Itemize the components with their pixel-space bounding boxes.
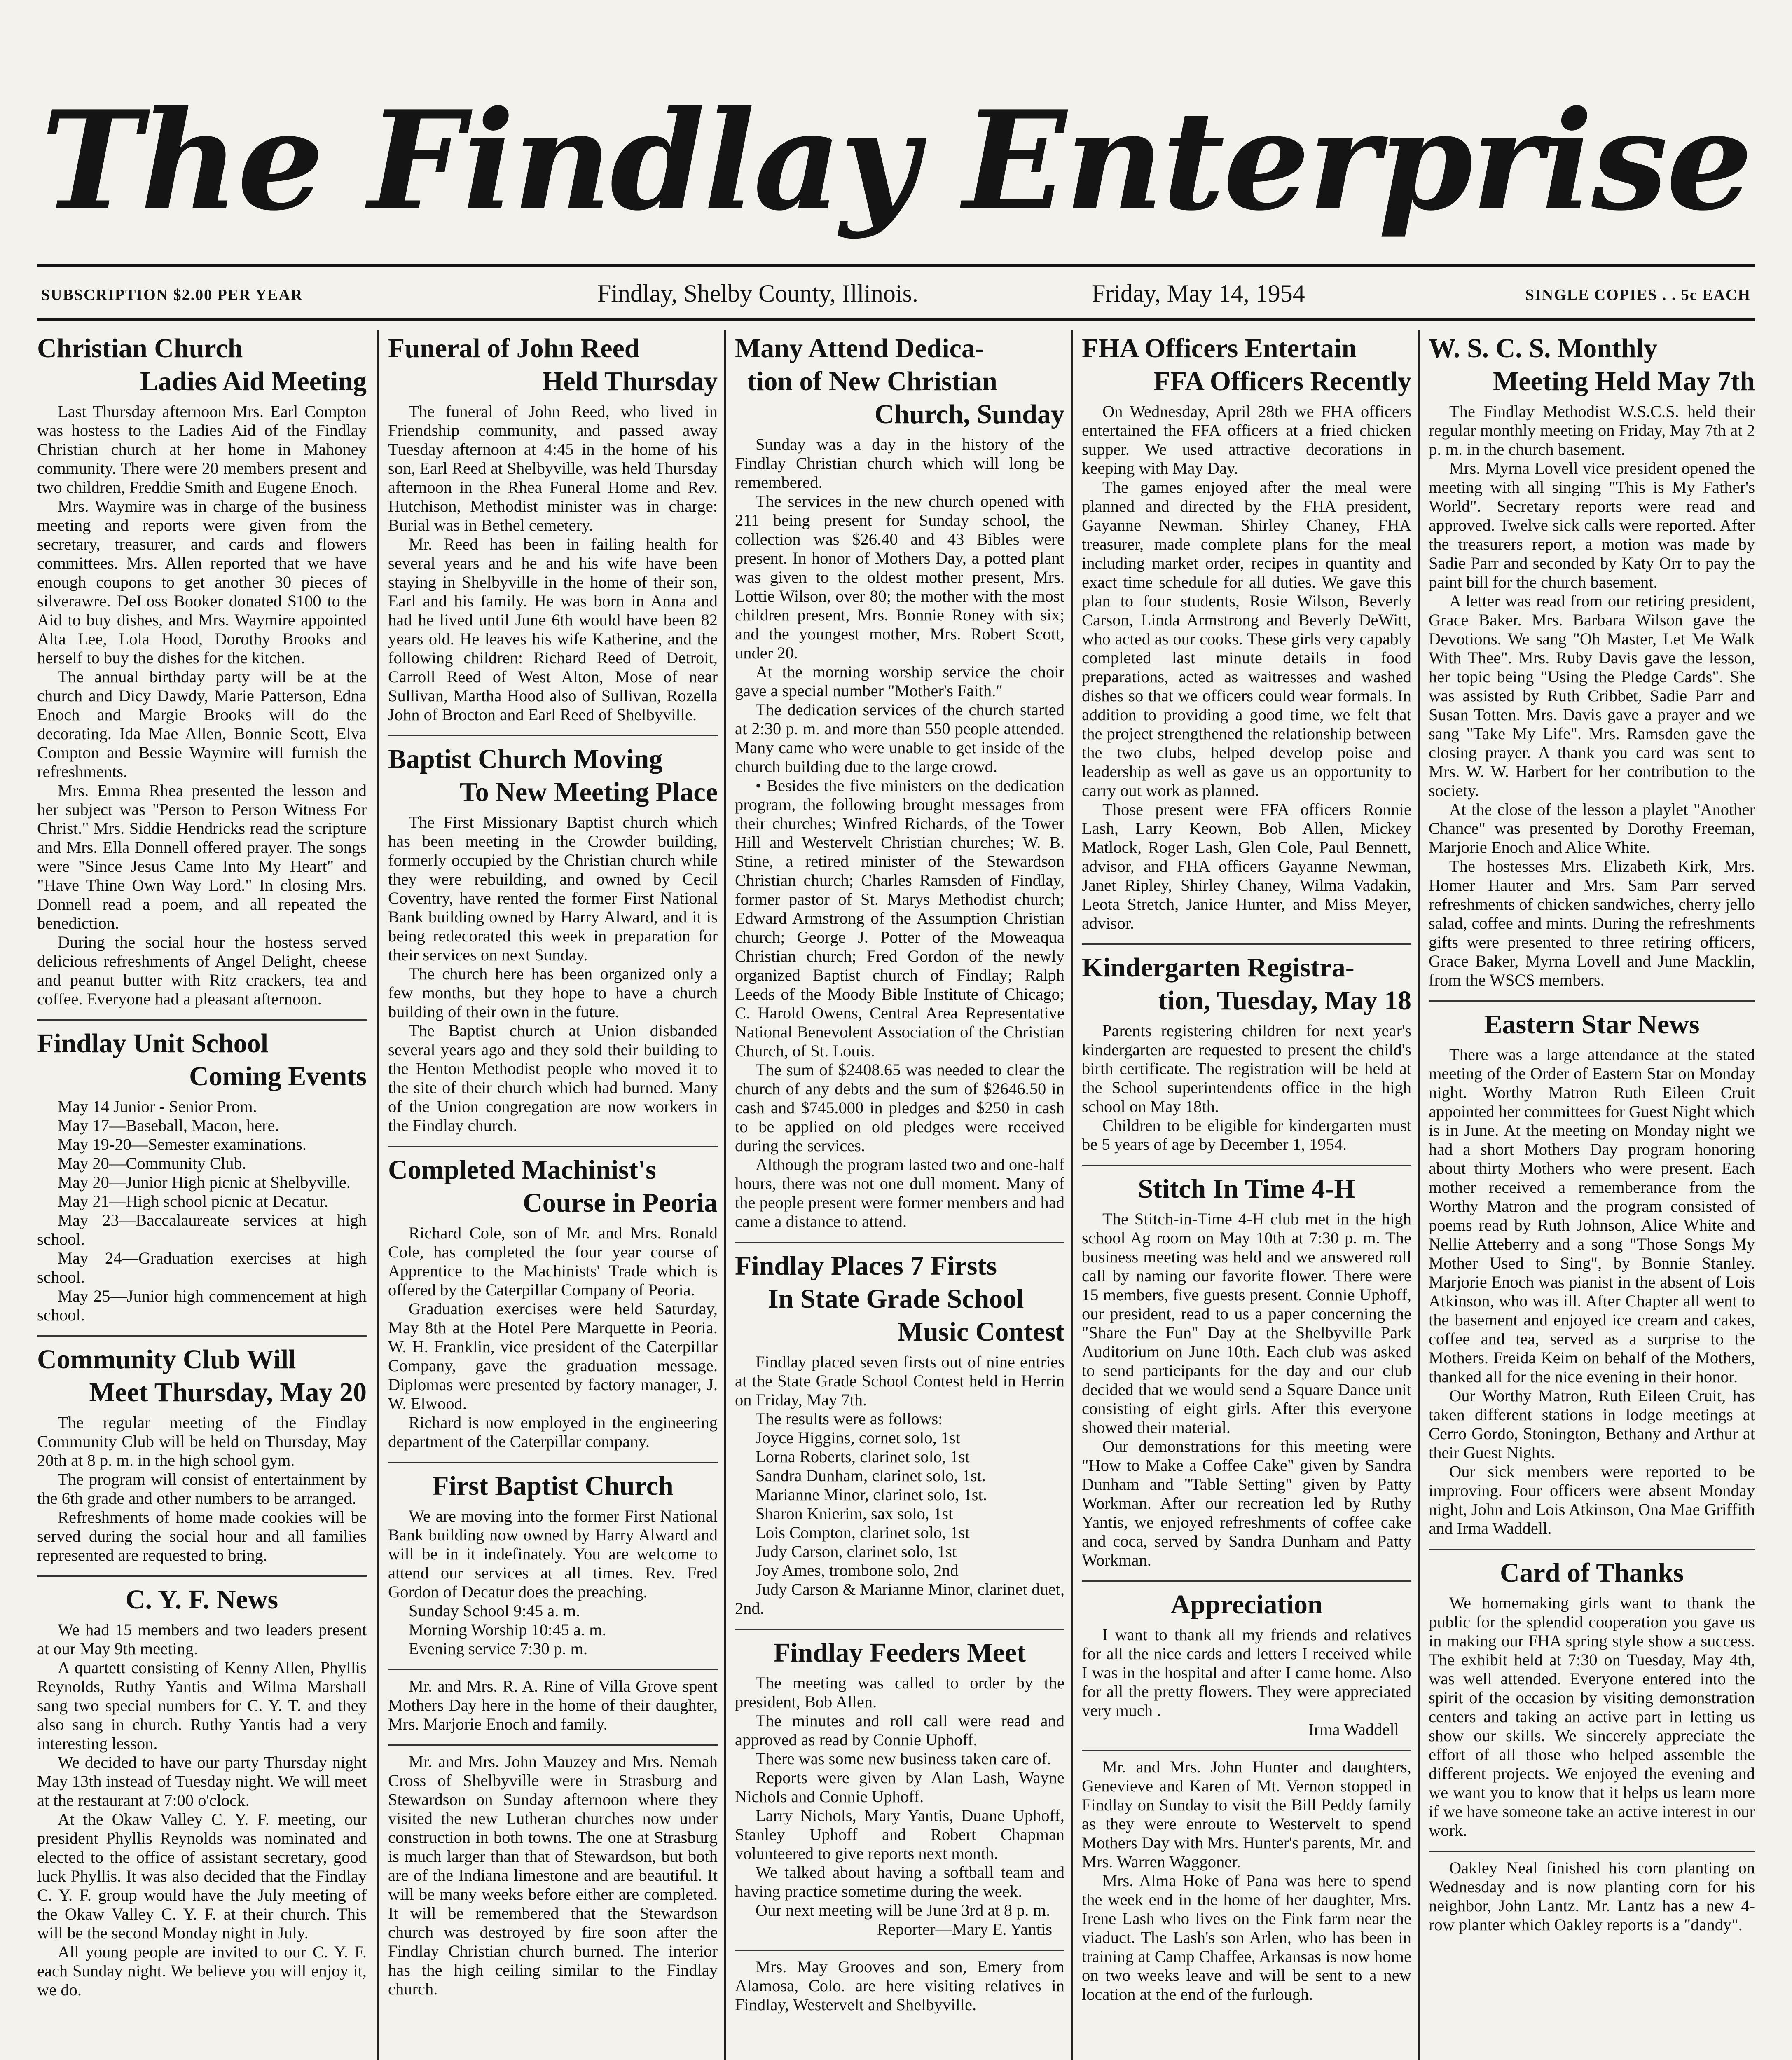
article-divider [1429, 1851, 1755, 1852]
event-item: May 25—Junior high commencement at high school. [37, 1287, 367, 1324]
event-item: May 24—Graduation exercises at high school. [37, 1249, 367, 1286]
paragraph: Larry Nichols, Mary Yantis, Duane Uphoff, Stanley Uphoff and Robert Chapman volunteered to give reports next month. [735, 1806, 1064, 1863]
paragraph: A quartett consisting of Kenny Allen, Phyllis Reynolds, Ruthy Yantis and Wilma Marshall sang two special numbers for C. Y. T. and they also sang in church. Ruthy Yantis had a very interesting lesson. [37, 1658, 367, 1753]
article-feeders-meet [735, 1636, 1064, 1939]
article-divider [1082, 1580, 1411, 1582]
column-4 [1082, 330, 1411, 2060]
schedule-item: Morning Worship 10:45 a. m. [409, 1620, 606, 1639]
columns [37, 330, 1755, 2060]
paragraph: Our next meeting will be June 3rd at 8 p. m. [756, 1901, 1050, 1920]
headline [1429, 332, 1755, 398]
location: Findlay, Shelby County, Illinois. [597, 280, 918, 307]
headline-line-1: FHA Officers Entertain [1082, 333, 1357, 363]
article-divider [388, 735, 718, 736]
result-item: Sharon Knierim, sax solo, 1st [756, 1504, 953, 1523]
paragraph: Mr. and Mrs. John Hunter and daughters, Genevieve and Karen of Mt. Vernon stopped in Findlay on Sunday to visit the Bill Peddy family as they were enroute to Westervelt to spend Mothers Day with Mrs. Hunter's parents, Mr. and Mrs. Warren Waggoner. [1082, 1758, 1411, 1871]
headline: Eastern Star News [1484, 1009, 1700, 1039]
single-copy-price: SINGLE COPIES . . 5c EACH [1525, 286, 1751, 304]
paragraph: The Stitch-in-Time 4-H club met in the high school Ag room on May 10th at 7:30 p. m. The business meeting was held and we answered roll call by naming our favorite flower. There were 15 members, five guests present. Connie Uphoff, our president, read to us a paper concerning the "Share the Fun" Day at the Shelbyville Park Auditorium on June 10th. Each club was asked to send participants for the day and our club decided that we would send a Square Dance unit consisting of eight girls. After this everyone showed their material. [1082, 1210, 1411, 1437]
article-divider [37, 1019, 367, 1021]
event-item: May 14 Junior - Senior Prom. [58, 1097, 257, 1116]
article-divider [1429, 1549, 1755, 1550]
headline-line-1: W. S. C. S. Monthly [1429, 333, 1658, 363]
paragraph: Graduation exercises were held Saturday, May 8th at the Hotel Pere Marquette in Peoria. W. H. Franklin, vice president of the Caterpillar Company, gave the graduation message. Diplomas were presented by factory manager, J. W. Elwood. [388, 1299, 718, 1413]
headline-line-2: Ladies Aid Meeting [140, 366, 367, 396]
paragraph: The services in the new church opened with 211 being present for Sunday school, the collection was $26.40 and 43 Bibles were present. In honor of Mothers Day, a potted plant was given to the oldest mother present, Mrs. Lottie Wilson, over 80; the mother with the most children present, Mrs. Bonnie Roney with six; and the youngest mother, Mrs. Robert Scott, under 20. [735, 492, 1064, 662]
paragraph: Richard Cole, son of Mr. and Mrs. Ronald Cole, has completed the four year course of Apprentice to the Machinists' Trade which is offered by the Caterpillar Company of Peoria. [388, 1224, 718, 1299]
article-eastern-star [1429, 1008, 1755, 1538]
headline-line-2: FFA Officers Recently [1153, 366, 1411, 396]
paragraph: Sunday was a day in the history of the Findlay Christian church which will long be remembered. [735, 435, 1064, 492]
article-divider [388, 1462, 718, 1463]
paragraph: The annual birthday party will be at the church and Dicy Dawdy, Marie Patterson, Edna Enoch and Margie Brooks will do the decorating. Ida Mae Allen, Bonnie Scott, Elva Compton and Bessie Waymire will furnish the refreshments. [37, 667, 367, 781]
paragraph: We decided to have our party Thursday night May 13th instead of Tuesday night. We will meet at the restaurant at 7:00 o'clock. [37, 1753, 367, 1810]
headline-line-2: tion of New Christian [747, 366, 997, 396]
paragraph: Mrs. May Grooves and son, Emery from Alamosa, Colo. are here visiting relatives in Findlay, Westervelt and Shelbyville. [735, 1957, 1064, 2014]
headline-line-2: tion, Tuesday, May 18 [1158, 986, 1411, 1016]
article-divider [388, 1744, 718, 1746]
paragraph: Our sick members were reported to be improving. Four officers were absent Monday night, John and Lois Atkinson, Ona Mae Griffith and Irma Waddell. [1429, 1462, 1755, 1538]
masthead-rule-top [37, 264, 1755, 267]
headline [735, 332, 1064, 431]
paragraph: Mrs. Alma Hoke of Pana was here to spend the week end in the home of her daughter, Mrs. Irene Lash who lives on the Fink farm near the viaduct. The Lash's son Arlen, who has been in training at Camp Chaffee, Arkansas is now home on two weeks leave and will be sent to a new location at the end of the furlough. [1082, 1871, 1411, 2004]
masthead-title: The Findlay Enterprise [41, 81, 1751, 241]
headline-line-2: Held Thursday [542, 366, 718, 396]
article-local-note-neal [1429, 1859, 1755, 1934]
article-first-baptist-church [388, 1470, 718, 1658]
article-stitch-in-time [1082, 1173, 1411, 1570]
paragraph: At the close of the lesson a playlet "Another Chance" was presented by Dorothy Freeman, Marjorie Enoch and Alice White. [1429, 800, 1755, 857]
article-music-contest [735, 1250, 1064, 1618]
paragraph: Reports were given by Alan Lash, Wayne Nichols and Connie Uphoff. [735, 1768, 1064, 1806]
paragraph: Mr. Reed has been in failing health for several years and he and his wife have been staying in Shelbyville in the home of their son, Earl and his family. He was born in Anna and had he lived until June 6th would have been 82 years old. He leaves his wife Katherine, and the following children: Richard Reed of Detroit, Carroll Reed of West Alton, Mose of near Sullivan, Martha Hood also of Sullivan, Rozella John of Brocton and Earl Reed of Shelbyville. [388, 535, 718, 724]
article-fha-ffa [1082, 332, 1411, 933]
article-divider [1082, 1165, 1411, 1166]
schedule-item: Evening service 7:30 p. m. [409, 1639, 588, 1658]
paragraph: Refreshments of home made cookies will be served during the social hour and all families represented are requested to bring. [37, 1508, 367, 1564]
headline: Stitch In Time 4-H [1138, 1174, 1355, 1204]
paragraph: Last Thursday afternoon Mrs. Earl Compton was hostess to the Ladies Aid of the Findlay Christian church at her home in Mahoney community. There were 20 members present and two children, Freddie Smith and Eugene Enoch. [37, 402, 367, 496]
result-item: Joyce Higgins, cornet solo, 1st [756, 1428, 961, 1447]
headline [388, 1154, 718, 1220]
article-card-of-thanks [1429, 1557, 1755, 1840]
event-item: May 20—Community Club. [58, 1154, 246, 1173]
headline [37, 332, 367, 398]
paragraph: During the social hour the hostess served delicious refreshments of Angel Delight, cheese and peanut butter with Ritz crackers, tea and coffee. Everyone had a pleasant afternoon. [37, 933, 367, 1008]
paragraph: Our Worthy Matron, Ruth Eileen Cruit, has taken different stations in lodge meetings at Cerro Gordo, Stonington, Bethany and Arthur at their Guest Nights. [1429, 1386, 1755, 1462]
headline: Findlay Feeders Meet [773, 1638, 1026, 1668]
article-kindergarten-registration [1082, 951, 1411, 1154]
article-divider [37, 1575, 367, 1577]
paragraph: Parents registering children for next year's kindergarten are requested to present the child's birth certificate. The registration will be held at the School superintendents office in the high school on May 18th. [1082, 1021, 1411, 1116]
column-1 [37, 330, 367, 2060]
result-item: Marianne Minor, clarinet solo, 1st. [756, 1485, 987, 1504]
paragraph: The minutes and roll call were read and approved as read by Connie Uphoff. [735, 1711, 1064, 1749]
article-funeral-john-reed [388, 332, 718, 724]
result-item: Sandra Dunham, clarinet solo, 1st. [756, 1466, 986, 1485]
headline-line-1: Christian Church [37, 333, 243, 363]
headline [735, 1250, 1064, 1348]
article-divider [1429, 1000, 1755, 1002]
article-divider [388, 1669, 718, 1670]
paragraph: Those present were FFA officers Ronnie Lash, Larry Keown, Bob Allen, Mickey Matlock, Roger Lash, Glen Cole, Paul Bennett, advisor, and FHA officers Gayanne Newman, Janet Ripley, Shirley Chaney, Wilma Vadakin, Leota Stretch, Janice Hunter, and Miss Meyer, advisor. [1082, 800, 1411, 932]
headline [37, 1027, 367, 1093]
headline [388, 743, 718, 809]
paragraph: We had 15 members and two leaders present at our May 9th meeting. [37, 1620, 367, 1658]
article-appreciation [1082, 1588, 1411, 1739]
paragraph: On Wednesday, April 28th we FHA officers entertained the FFA officers at a fried chicken supper. We used attractive decorations in keeping with May Day. [1082, 402, 1411, 478]
article-divider [735, 1950, 1064, 1951]
headline: Appreciation [1170, 1589, 1323, 1620]
headline [388, 332, 718, 398]
paragraph: A letter was read from our retiring president, Grace Baker. Mrs. Barbara Wilson gave the Devotions. We sang "Oh Master, Let Me Walk With Thee". Mrs. Ruby Davis gave the lesson, her topic being "Using the Pledge Cards". She was assisted by Ruth Cribbet, Sadie Parr and Susan Totten. Mrs. Davis gave a prayer and we sang "Take My Life". Mrs. Ramsden gave the closing prayer. A thank you card was sent to Mrs. W. W. Harbert for her contribution to the society. [1429, 592, 1755, 800]
paragraph: I want to thank all my friends and relatives for all the nice cards and letters I received while I was in the hospital and after I came home. Also for all the pretty flowers. They were appreciated very much . [1082, 1625, 1411, 1720]
paragraph: Children to be eligible for kindergarten must be 5 years of age by December 1, 1954. [1082, 1116, 1411, 1154]
event-item: May 21—High school picnic at Decatur. [58, 1192, 328, 1210]
headline-line-2: Meeting Held May 7th [1493, 366, 1755, 396]
article-divider [388, 1146, 718, 1147]
paragraph: The church here has been organized only a few months, but they hope to have a church building of their own in the future. [388, 964, 718, 1021]
paragraph: The Baptist church at Union disbanded several years ago and they sold their building to the Henton Methodist people who moved it to the site of their church which had burned. Many of the Union congregation are now workers in the Findlay church. [388, 1021, 718, 1135]
paragraph: Mrs. Myrna Lovell vice president opened the meeting with all singing "This is My Father's World". Secretary reports were read and approved. Twelve sick calls were reported. After the treasurers report, a motion was made by Sadie Parr and seconded by Katy Orr to pay the paint bill for the church basement. [1429, 459, 1755, 591]
paragraph: The First Missionary Baptist church which has been meeting in the Crowder building, formerly occupied by the Christian church while they were rebuilding, and owned by Cecil Coventry, have rented the former First National Bank building owned by Harry Alward, and it is being redecorated this week in preparation for their services on next Sunday. [388, 813, 718, 964]
paragraph: The program will consist of entertainment by the 6th grade and other numbers to be arranged. [37, 1470, 367, 1508]
headline [1082, 332, 1411, 398]
column-divider [724, 330, 726, 2060]
paragraph: All young people are invited to our C. Y. F. each Sunday night. We believe you will enjoy it, we do. [37, 1943, 367, 1999]
result-item: Joy Ames, trombone solo, 2nd [756, 1561, 959, 1580]
article-divider [735, 1242, 1064, 1243]
column-divider [377, 330, 379, 2060]
paragraph: Mrs. Waymire was in charge of the business meeting and reports were given from the secretary, treasurer, and cards and flowers committees. Mrs. Allen reported that we have enough coupons to get another 30 pieces of silverawre. DeLoss Booker donated $100 to the Aid to buy dishes, and Mrs. Waymire appointed Alta Lee, Lola Hood, Dorothy Brooks and herself to buy the dishes for the kitchen. [37, 497, 367, 667]
paragraph: The Findlay Methodist W.S.C.S. held their regular monthly meeting on Friday, May 7th at 2 p. m. in the church basement. [1429, 402, 1755, 459]
paragraph: The games enjoyed after the meal were planned and directed by the FHA president, Gayanne Newman. Shirley Chaney, FHA treasurer, made complete plans for the meal including market order, recipes in quantity and exact time schedule for all duties. We gave this plan to four students, Rosie Wilson, Beverly Carson, Linda Armstrong and Beverly DeWitt, who acted as our cooks. These girls very capably completed last minute details in food preparations, acted as waitresses and washed dishes so that we officers could wear formals. In addition to providing a good time, we felt that the project strengthened the relationship between the two clubs, helped develop poise and leadership as well as gave us an opportunity to carry out work as planned. [1082, 478, 1411, 800]
event-item: May 19-20—Semester examinations. [58, 1135, 306, 1154]
headline-line-2: Meet Thursday, May 20 [89, 1377, 367, 1407]
headline-line-3: Church, Sunday [874, 399, 1064, 429]
event-item: May 23—Baccalaureate services at high school. [37, 1211, 367, 1248]
paragraph: Our demonstrations for this meeting were "How to Make a Coffee Cake" given by Sandra Dunham and "Table Setting" given by Patty Workman. After our recreation led by Ruthy Yantis, we enjoyed refreshments of coffee cake and coca, served by Sandra Dunham and Patty Workman. [1082, 1437, 1411, 1569]
headline-line-2: To New Meeting Place [459, 777, 718, 807]
masthead-rule-bottom [37, 318, 1755, 321]
paragraph: Mr. and Mrs. John Mauzey and Mrs. Nemah Cross of Shelbyville were in Strasburg and Stewardson on Sunday afternoon where they visited the new Lutheran churches now under construction in both towns. The one at Strasburg is much larger than that of Stewardson, but both are of the Indiana limestone and are beautiful. It will be many weeks before either are completed. It will be remembered that the Stewardson church was destroyed by fire soon after the Findlay Christian church burned. The interior has the high ceiling similar to the Findlay church. [388, 1752, 718, 1998]
headline-line-1: Findlay Places 7 Firsts [735, 1251, 997, 1281]
issue-date: Friday, May 14, 1954 [1092, 280, 1305, 307]
signature: Irma Waddell [1308, 1720, 1399, 1739]
column-divider [1071, 330, 1073, 2060]
article-local-notes [1082, 1758, 1411, 2004]
article-cyf-news [37, 1583, 367, 1999]
column-5 [1429, 330, 1755, 2060]
article-machinists-course [388, 1154, 718, 1451]
paragraph: Although the program lasted two and one-half hours, there was not one dull moment. Many of the people present were former members and had came a distance to attend. [735, 1155, 1064, 1231]
paragraph: At the morning worship service the choir gave a special number "Mother's Faith." [735, 662, 1064, 700]
article-community-club [37, 1343, 367, 1565]
subscription-price: SUBSCRIPTION $2.00 PER YEAR [41, 286, 303, 304]
paragraph: The results were as follows: [756, 1409, 943, 1428]
headline [37, 1343, 367, 1409]
article-divider [1082, 943, 1411, 945]
article-local-note-mauzey [388, 1752, 718, 1999]
headline [1082, 951, 1411, 1017]
paragraph: There was a large attendance at the stated meeting of the Order of Eastern Star on Monday night. Worthy Matron Ruth Eileen Cruit appointed her committees for Guest Night which is in June. At the meeting on Monday night we had a short Mothers Day program honoring about thirty Mothers who were present. Each mother received a rememberance from the Worthy Matron and the program consisted of poems read by Ruth Johnson, Alice White and Nellie Atteberry and a song "Those Songs My Mother Used to Sing", by Bonnie Stanley. Marjorie Enoch was pianist in the absent of Lois Atkinson, who was ill. After Chapter all went to the basement and enjoyed ice cream and cakes, coffee and tea, served as a surprise to the Mothers. Freida Keim on behalf of the Mothers, thanked all for the nice evening in their honor. [1429, 1045, 1755, 1386]
paragraph: The meeting was called to order by the president, Bob Allen. [735, 1674, 1064, 1711]
paragraph: Oakley Neal finished his corn planting on Wednesday and is now planting corn for his neighbor, John Lantz. Mr. Lantz has a new 4-row planter which Oakley reports is a "dandy". [1429, 1859, 1755, 1934]
article-wscs-meeting [1429, 332, 1755, 990]
headline-line-1: Completed Machinist's [388, 1155, 656, 1185]
paragraph: At the Okaw Valley C. Y. F. meeting, our president Phyllis Reynolds was nominated and elected to the office of assistant secretary, good luck Phyllis. It was also decided that the Findlay C. Y. F. group would have the July meeting of the Okaw Valley C. Y. F. at their church. This will be the second Monday night in July. [37, 1810, 367, 1942]
paragraph: The funeral of John Reed, who lived in Friendship community, and passed away Tuesday afternoon at 4:45 in the home of his son, Earl Reed at Shelbyville, was held Thursday afternoon in the Rhea Funeral Home and Rev. Hutchison, Methodist minister was in charge: Burial was in Bethel cemetery. [388, 402, 718, 534]
paragraph: The regular meeting of the Findlay Community Club will be held on Thursday, May 20th at 8 p. m. in the high school gym. [37, 1413, 367, 1470]
article-divider [1082, 1750, 1411, 1751]
reporter-signature: Reporter—Mary E. Yantis [877, 1920, 1052, 1938]
headline-line-1: Funeral of John Reed [388, 333, 640, 363]
headline-line-2: Coming Events [189, 1061, 367, 1091]
article-divider [37, 1335, 367, 1337]
event-item: May 17—Baseball, Macon, here. [58, 1116, 279, 1135]
column-3 [735, 330, 1064, 2060]
schedule-item: Sunday School 9:45 a. m. [409, 1601, 580, 1620]
result-item: Lois Compton, clarinet solo, 1st [756, 1523, 970, 1542]
paragraph: We homemaking girls want to thank the public for the splendid cooperation you gave us in making our FHA spring style show a success. The exhibit held at 7:30 on Tuesday, May 4th, was well attended. Everyone entered into the spirit of the occasion by visiting demonstration centers and taking an active part in letting us show our skills. We sincerely appreciate the effort of all those who helped assemble the different projects. We enjoyed the evening and we want you to know that it helps us learn more if we have someone take an active interest in our work. [1429, 1594, 1755, 1840]
paragraph: The dedication services of the church started at 2:30 p. m. and more than 550 people attended. Many came who were unable to get inside of the church building due to the large crowd. [735, 700, 1064, 776]
paragraph: Mr. and Mrs. R. A. Rine of Villa Grove spent Mothers Day here in the home of their daughter, Mrs. Marjorie Enoch and family. [388, 1677, 718, 1733]
headline-line-1: Many Attend Dedica- [735, 333, 984, 363]
article-ladies-aid [37, 332, 367, 1009]
article-church-dedication [735, 332, 1064, 1231]
result-item: Judy Carson, clarinet solo, 1st [756, 1542, 957, 1561]
paragraph: • Besides the five ministers on the dedication program, the following brought messages from their churches; Winfred Richards, of the Tower Hill and Westervelt Christian churches; W. B. Stine, a retired minister of the Stewardson Christian church; Charles Ramsden of Findlay, former pastor of St. Marys Methodist church; Edward Armstrong of the Assumption Christian church; George J. Potter of the Moweaqua Christian church; Fred Gordon of the newly organized Baptist church of Findlay; Ralph Leeds of the Moody Bible Institute of Chicago; C. Harold Owens, Central Area Representative National Benevolent Association of the Christian Church, of St. Louis. [735, 776, 1064, 1060]
paragraph: Findlay placed seven firsts out of nine entries at the State Grade School Contest held in Herrin on Friday, May 7th. [735, 1353, 1064, 1409]
paragraph: We talked about having a softball team and having practice sometime during the week. [735, 1863, 1064, 1901]
article-local-note-rine [388, 1677, 718, 1734]
article-divider [735, 1629, 1064, 1630]
newspaper-page [37, 25, 1755, 2060]
article-local-note-grooves [735, 1957, 1064, 2014]
result-item: Judy Carson & Marianne Minor, clarinet duet, 2nd. [735, 1580, 1064, 1618]
paragraph: The hostesses Mrs. Elizabeth Kirk, Mrs. Homer Hauter and Mrs. Sam Parr served refreshments of chicken sandwiches, cherry jello salad, coffee and mints. During the refreshments gifts were presented to three retiring officers, Grace Baker, Myrna Lovell and June Macklin, from the WSCS members. [1429, 857, 1755, 989]
paragraph: There was some new business taken care of. [756, 1749, 1051, 1768]
result-item: Lorna Roberts, clarinet solo, 1st [756, 1447, 970, 1466]
headline: Card of Thanks [1500, 1558, 1684, 1588]
headline-line-1: Findlay Unit School [37, 1028, 269, 1058]
headline-line-1: Community Club Will [37, 1344, 296, 1374]
article-unit-school-events [37, 1027, 367, 1325]
headline: First Baptist Church [432, 1471, 674, 1501]
column-2 [388, 330, 718, 2060]
headline-line-1: Baptist Church Moving [388, 744, 663, 774]
headline-line-3: Music Contest [897, 1317, 1064, 1347]
dateline [37, 272, 1755, 317]
paragraph: Mrs. Emma Rhea presented the lesson and her subject was "Person to Person Witness For Christ." Mrs. Siddie Hendricks read the scripture and Mrs. Ella Donnell offered prayer. The songs were "Since Jesus Came Into My Heart" and "Have Thine Own Way Lord." In closing Mrs. Donnell read a poem, and all repeated the benediction. [37, 781, 367, 932]
article-baptist-church-moving [388, 743, 718, 1135]
paragraph: We are moving into the former First National Bank building now owned by Harry Alward and will be in it indefinately. You are welcome to attend our services at all times. Rev. Fred Gordon of Decatur does the preaching. [388, 1507, 718, 1601]
paragraph: The sum of $2408.65 was needed to clear the church of any debts and the sum of $2646.50 in cash and $745.000 in pledges and $250 in cash to be applied on old pledges were received during the services. [735, 1060, 1064, 1155]
headline-line-2: In State Grade School [768, 1284, 1024, 1314]
headline-line-1: Kindergarten Registra- [1082, 953, 1355, 983]
paragraph: Richard is now employed in the engineering department of the Caterpillar company. [388, 1413, 718, 1451]
headline: C. Y. F. News [125, 1585, 278, 1615]
column-divider [1418, 330, 1420, 2060]
event-item: May 20—Junior High picnic at Shelbyville. [58, 1173, 351, 1192]
headline-line-2: Course in Peoria [523, 1188, 718, 1218]
